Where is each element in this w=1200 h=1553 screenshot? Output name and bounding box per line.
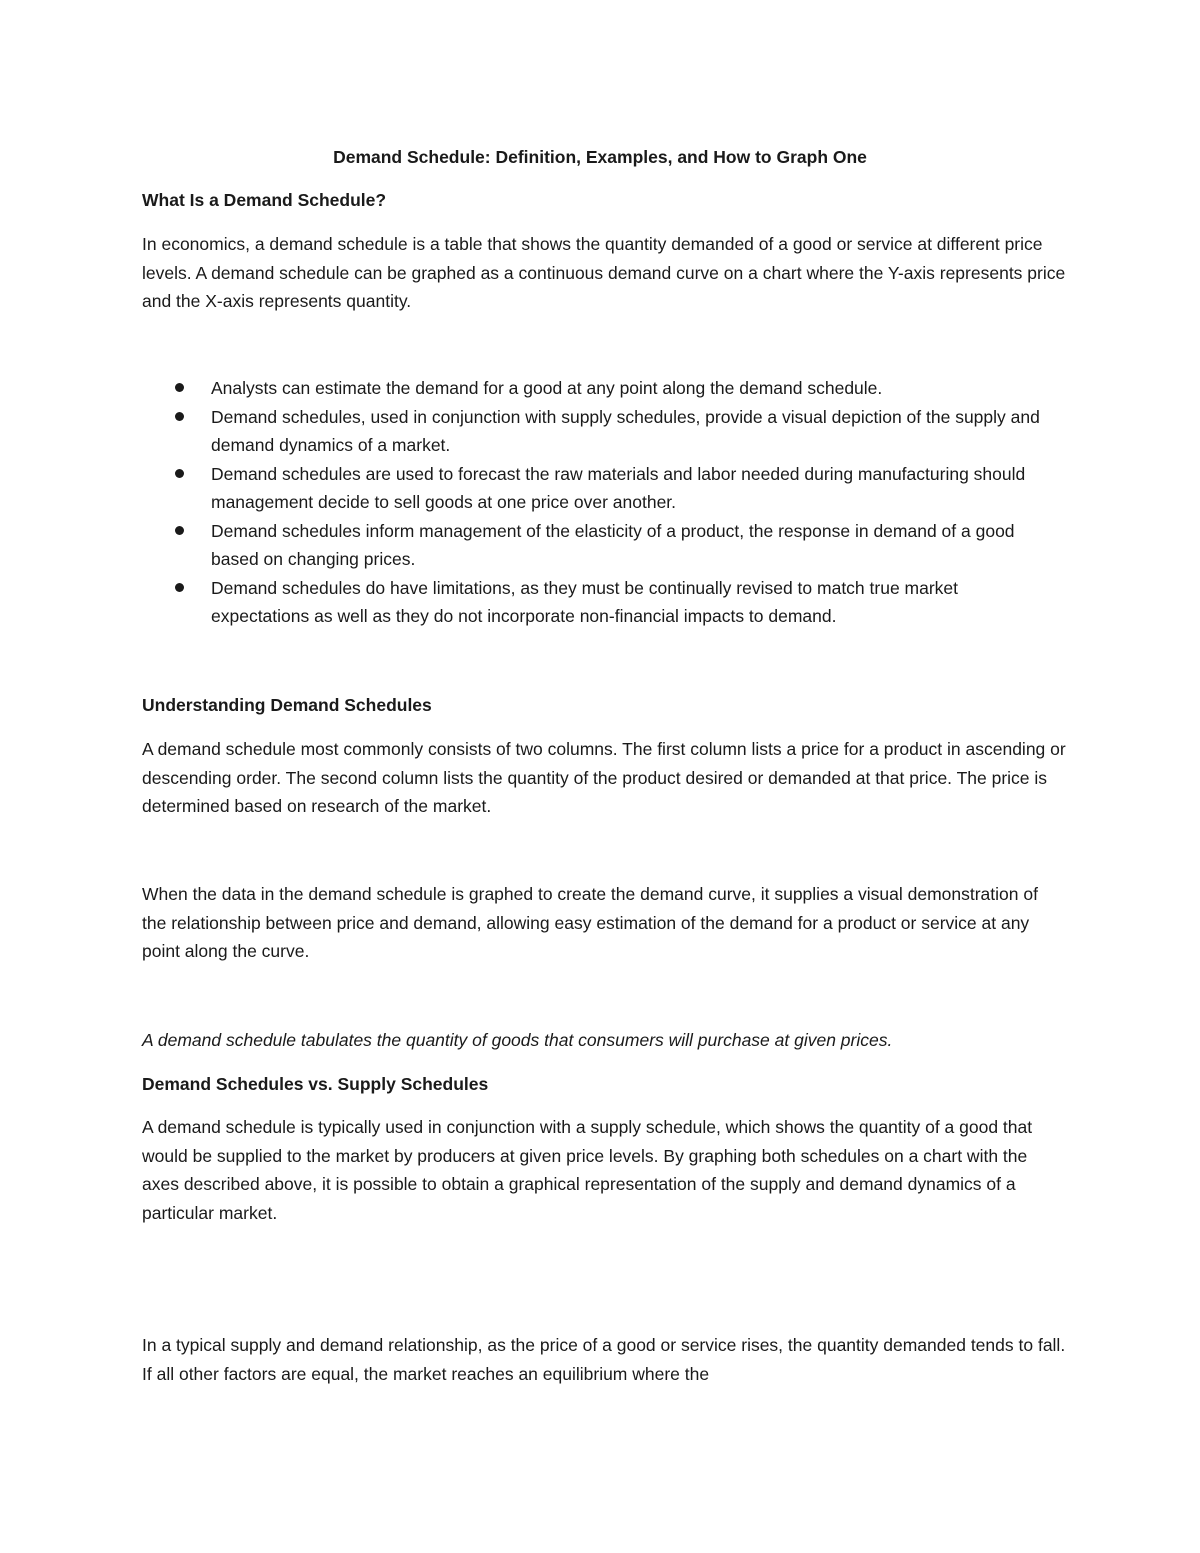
document-title: Demand Schedule: Definition, Examples, and How to Graph One — [333, 147, 867, 167]
bullet-icon — [175, 383, 184, 392]
paragraph-two-columns: A demand schedule most commonly consists of two columns. The first column lists a price for a product in ascending or descending order. The second column lists the quantity of the product desired or demanded at that price. The price is determined based on research of the market. — [142, 739, 1066, 816]
list-item-text: Analysts can estimate the demand for a good at any point along the demand schedule. — [211, 378, 883, 398]
italic-note: A demand schedule tabulates the quantity of goods that consumers will purchase at given prices. — [142, 1030, 893, 1050]
list-item — [0, 460, 1061, 517]
list-item — [0, 403, 1061, 460]
paragraph-definition: In economics, a demand schedule is a table that shows the quantity demanded of a good or service at different price levels. A demand schedule can be graphed as a continuous demand curve on a chart where the Y-axis represents price and the X-axis represents quantity. — [142, 234, 1066, 311]
bullet-icon — [175, 526, 184, 535]
bullet-icon — [175, 583, 184, 592]
heading-what-is-demand-schedule: What Is a Demand Schedule? — [142, 190, 387, 210]
list-item-text: Demand schedules are used to forecast the raw materials and labor needed during manufacturing should management decide to sell goods at one price over another. — [211, 463, 1026, 512]
heading-demand-vs-supply: Demand Schedules vs. Supply Schedules — [142, 1074, 489, 1094]
list-item — [0, 574, 1061, 631]
paragraph-supply-schedule: A demand schedule is typically used in conjunction with a supply schedule, which shows the quantity of a good that would be supplied to the market by producers at given price levels. By graphing both schedules on a chart with the axes described above, it is possible to obtain a graphical representation of the supply and demand dynamics of a particular market. — [142, 1117, 1033, 1223]
bullet-icon — [175, 412, 184, 421]
list-item-text: Demand schedules do have limitations, as they must be continually revised to match true market expectations as well as they do not incorporate non-financial impacts to demand. — [211, 577, 959, 626]
heading-understanding-demand-schedules: Understanding Demand Schedules — [142, 695, 432, 715]
key-points-list — [0, 374, 1100, 631]
paragraph-equilibrium: In a typical supply and demand relationship, as the price of a good or service rises, the quantity demanded tends to fall. If all other factors are equal, the market reaches an equilibrium where the — [142, 1335, 1066, 1384]
list-item — [0, 374, 1061, 403]
list-item-text: Demand schedules, used in conjunction with supply schedules, provide a visual depiction of the supply and demand dynamics of a market. — [211, 406, 1040, 455]
paragraph-demand-curve: When the data in the demand schedule is graphed to create the demand curve, it supplies a visual demonstration of the relationship between price and demand, allowing easy estimation of the demand for a product or service at any point along the curve. — [142, 884, 1038, 961]
bullet-icon — [175, 469, 184, 478]
list-item-text: Demand schedules inform management of the elasticity of a product, the response in demand of a good based on changing prices. — [211, 520, 1015, 569]
list-item — [0, 517, 1061, 574]
